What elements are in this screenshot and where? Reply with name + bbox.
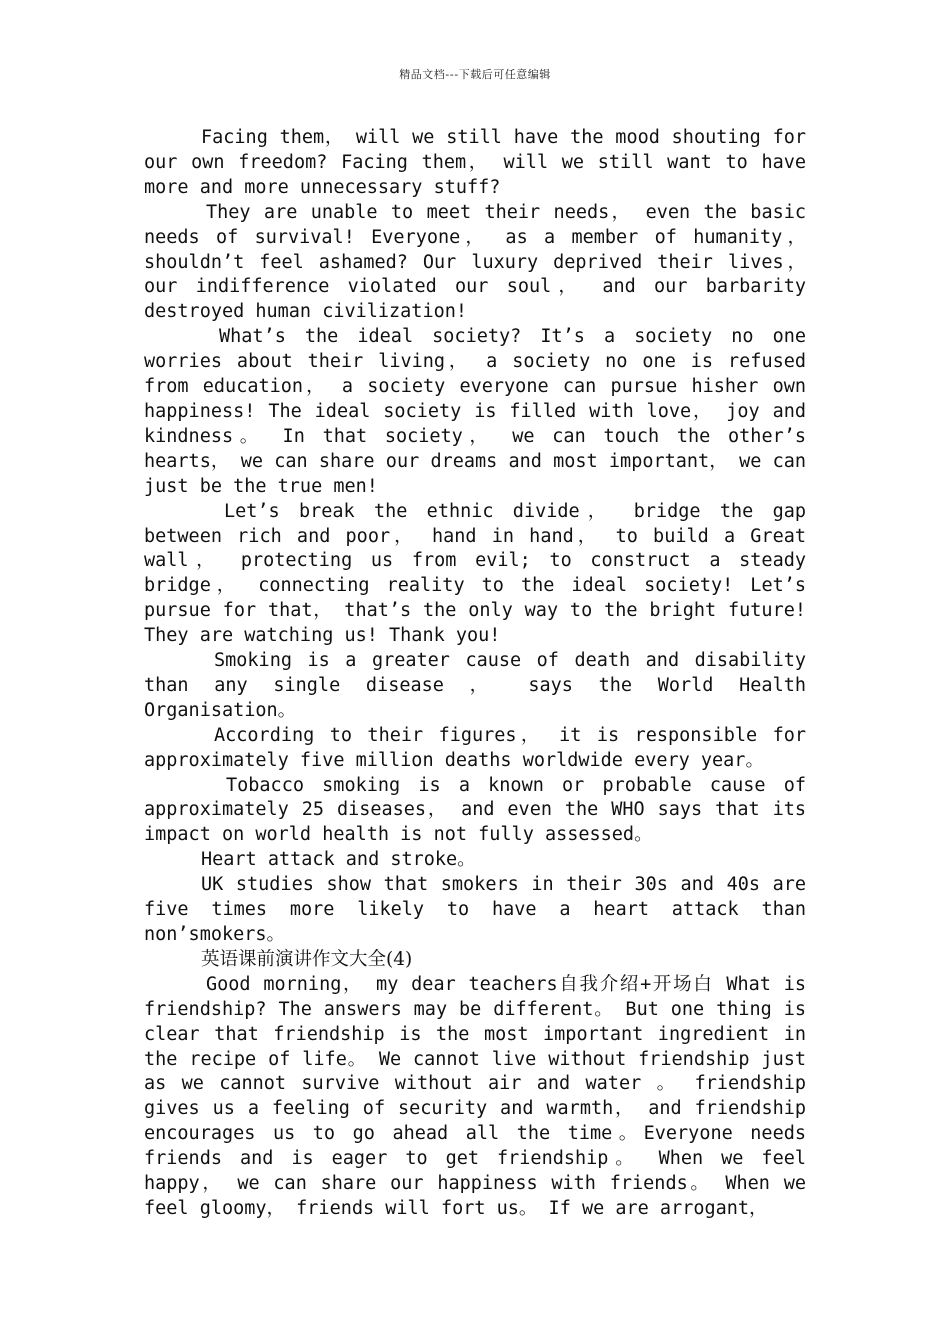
page-header: 精品文档---下载后可任意编辑 xyxy=(399,68,551,81)
paragraph-facing-them: Facing them， will we still have the mood shouting for our own freedom? Facing them， will we still want to have more and more unnecessary stuff? xyxy=(144,127,806,198)
paragraph-smoking-cause: Smoking is a greater cause of death and disability than any single disease ， says the World Health Organisation。 xyxy=(144,650,806,721)
paragraph-break-divide: Let’s break the ethnic divide， bridge the gap between rich and poor， hand in hand， to build a Great wall， protecting us from evil; to construct a steady bridge， connecting reality to the ideal society! Let’s pursue for that， that’s the only way to the bright future! They are watching us! Thank you! xyxy=(144,500,806,647)
paragraph-unable-to-meet: They are unable to meet their needs， even the basic needs of survival! Everyone， as a member of humanity， shouldn’t feel ashamed? Our luxury deprived their lives， our indifference violated our soul， and our barbarity destroyed human civilization! xyxy=(144,201,806,323)
paragraph-friendship: Good morning， my dear teachers自我介绍+开场白 What is friendship? The answers may be different。 But one thing is clear that friendship is the most important ingredient in the recipe of life。 We cannot live without friendship just as we cannot survive without air and water 。 friendship gives us a feeling of security and warmth， and friendship encourages us to go ahead all the time。Everyone needs friends and is eager to get friendship。 When we feel happy， we can share our happiness with friends。 When we feel gloomy， friends will fort us。 If we are arrogant， xyxy=(144,973,806,1219)
paragraph-tobacco: Tobacco smoking is a known or probable cause of approximately 25 diseases， and even the WHO says that its impact on world health is not fully assessed。 xyxy=(144,774,806,846)
section-heading: 英语课前演讲作文大全(4) xyxy=(201,948,413,970)
paragraph-ideal-society: What’s the ideal society? It’s a society no one worries about their living， a society no one is refused from education， a society everyone can pursue hisher own happiness! The ideal society is filled with love， joy and kindness。 In that society， we can touch the other’s hearts， we can share our dreams and most important， we can just be the true men! xyxy=(144,326,806,497)
document-body xyxy=(144,126,806,1222)
paragraph-heart-attack: Heart attack and stroke。 xyxy=(201,849,476,871)
paragraph-figures: According to their figures， it is responsible for approximately five million deaths worldwide every year。 xyxy=(144,724,806,771)
paragraph-uk-studies: UK studies show that smokers in their 30s and 40s are five times more likely to have a heart attack than non’smokers。 xyxy=(144,874,806,945)
